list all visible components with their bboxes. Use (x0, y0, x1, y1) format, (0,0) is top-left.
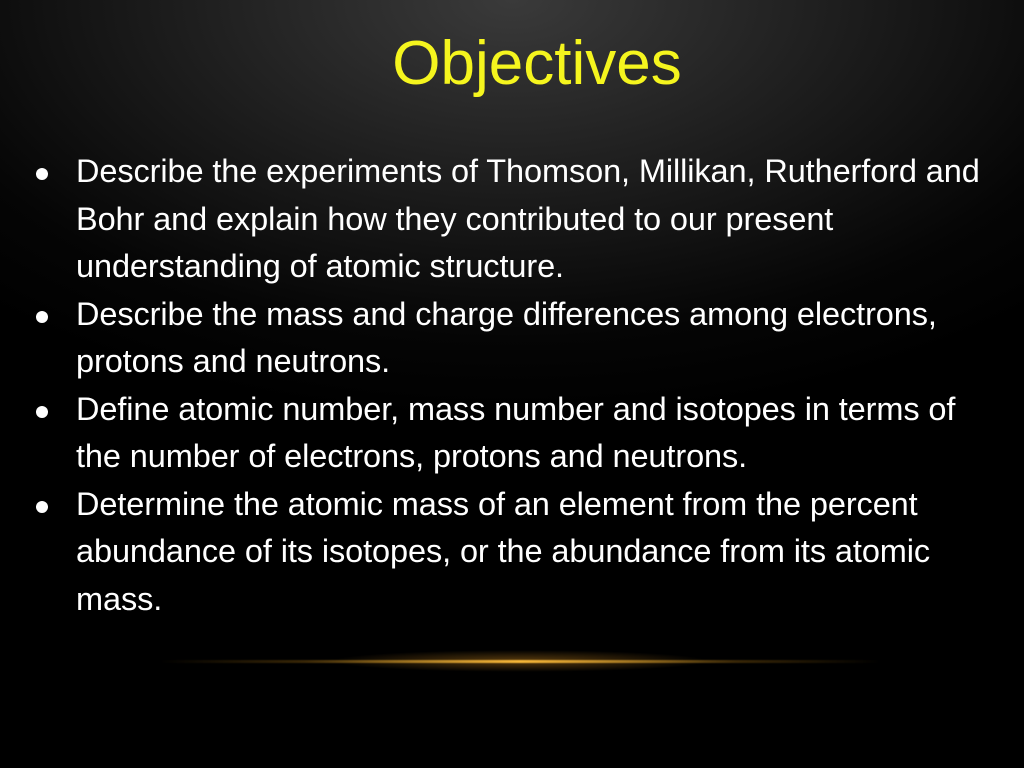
list-item (34, 148, 994, 291)
list-item-text: Define atomic number, mass number and isotopes in terms of the number of electrons, protons and neutrons. (76, 390, 956, 474)
list-item (34, 481, 994, 624)
list-item (34, 291, 994, 386)
bullet-dot-icon (36, 168, 48, 180)
slide-title: Objectives (392, 29, 682, 98)
objectives-list (34, 148, 994, 623)
list-item-text: Determine the atomic mass of an element from the percent abundance of its isotopes, or the abundance from its atomic mass. (76, 485, 931, 617)
list-item-text: Describe the experiments of Thomson, Millikan, Rutherford and Bohr and explain how they contributed to our present understanding of atomic structure. (76, 153, 980, 284)
accent-line (160, 660, 880, 663)
bullet-dot-icon (36, 406, 48, 418)
bullet-dot-icon (36, 501, 48, 513)
bullet-dot-icon (36, 311, 48, 323)
list-item (34, 386, 994, 481)
list-item-text: Describe the mass and charge differences among electrons, protons and neutrons. (76, 295, 937, 379)
